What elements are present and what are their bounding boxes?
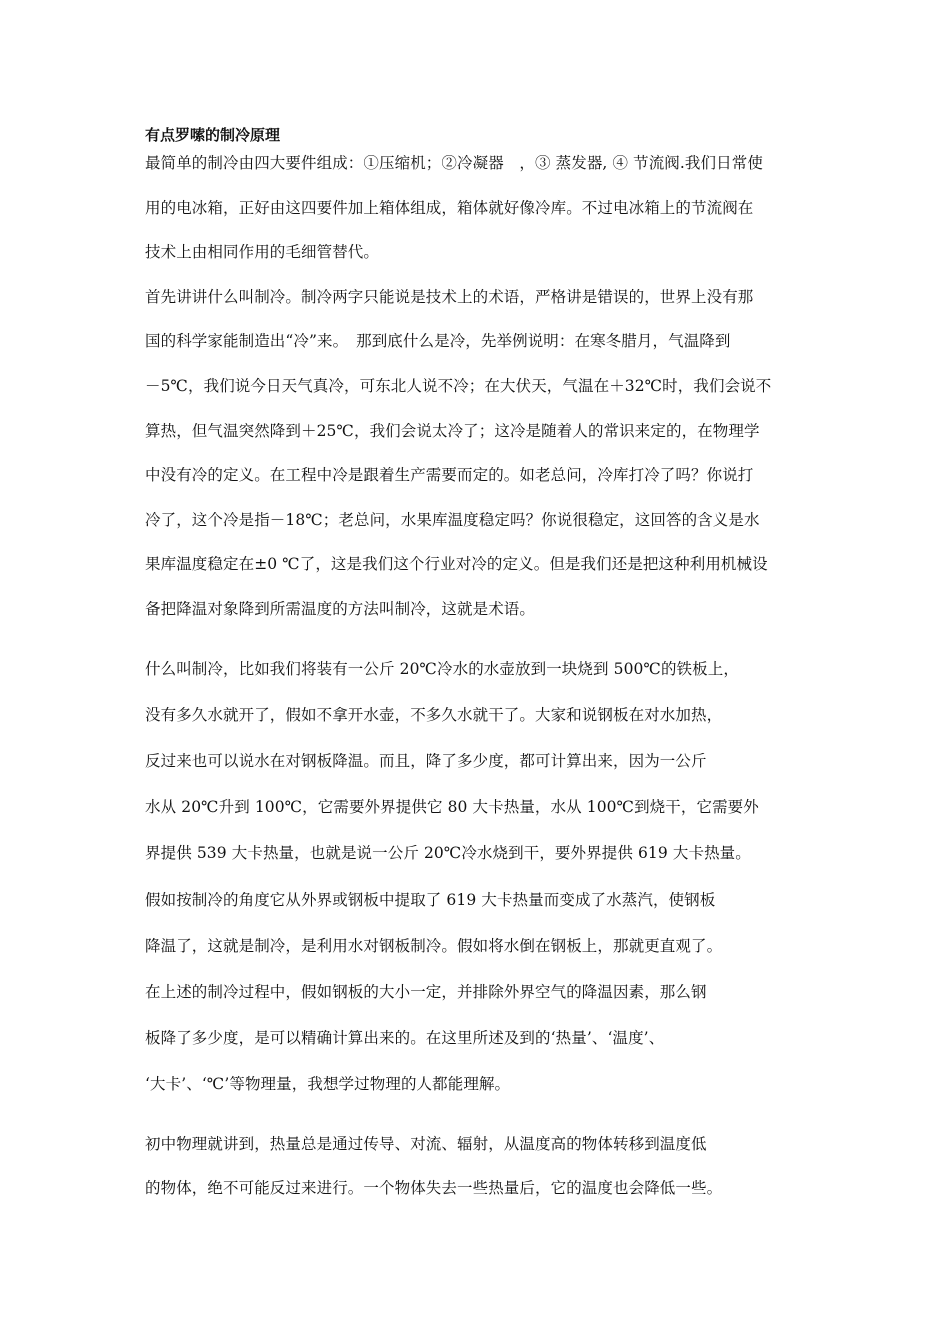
paragraph-components xyxy=(145,141,810,275)
text-line: 初中物理就讲到，热量总是通过传导、对流、辐射，从温度高的物体转移到温度低 xyxy=(145,1134,707,1153)
text-line: 备把降温对象降到所需温度的方法叫制冷，这就是术语。 xyxy=(145,599,536,618)
text-line: 中没有冷的定义。在工程中冷是跟着生产需要而定的。如老总问，冷库打冷了吗？你说打 xyxy=(145,466,754,485)
text-line: 算热，但气温突然降到＋25℃，我们会说太冷了；这冷是随着人的常识来定的，在物理学 xyxy=(145,421,760,440)
text-line: 最简单的制冷由四大要件组成：①压缩机；②冷凝器 ，③ 蒸发器, ④ 节流阀.我们日常使 xyxy=(145,154,763,172)
text-line: 板降了多少度，是可以精确计算出来的。在这里所述及到的‘热量’、‘温度’、 xyxy=(145,1029,665,1048)
document-body xyxy=(145,121,810,1211)
text-line: 没有多久水就开了，假如不拿开水壶，不多久水就干了。大家和说钢板在对水加热， xyxy=(145,705,723,724)
text-line: 技术上由相同作用的毛细管替代。 xyxy=(145,243,380,262)
text-line: 国的科学家能制造出“冷”来。 那到底什么是冷，先举例说明：在寒冬腊月，气温降到 xyxy=(145,332,731,351)
text-line: 水从 20℃升到 100℃，它需要外界提供它 80 大卡热量，水从 100℃到烧干，它需要外 xyxy=(145,798,759,817)
text-line: 假如按制冷的角度它从外界或钢板中提取了 619 大卡热量而变成了水蒸汽，使钢板 xyxy=(145,890,716,909)
paragraph-definition-of-cold xyxy=(145,275,810,632)
text-line: 界提供 539 大卡热量，也就是说一公斤 20℃冷水烧到干，要外界提供 619 大卡热量。 xyxy=(145,844,751,863)
text-line: 在上述的制冷过程中，假如钢板的大小一定，并排除外界空气的降温因素，那么钢 xyxy=(145,982,707,1001)
text-line: 降温了，这就是制冷，是利用水对钢板制冷。假如将水倒在钢板上，那就更直观了。 xyxy=(145,936,723,955)
text-line: 用的电冰箱，正好由这四要件加上箱体组成，箱体就好像冷库。不过电冰箱上的节流阀在 xyxy=(145,198,754,217)
text-line: 什么叫制冷，比如我们将装有一公斤 20℃冷水的水壶放到一块烧到 500℃的铁板上， xyxy=(145,659,739,678)
paragraph-heat-transfer xyxy=(145,1122,810,1211)
text-line: －5℃，我们说今日天气真冷，可东北人说不冷；在大伏天，气温在＋32℃时，我们会说不 xyxy=(145,376,772,395)
text-line: 反过来也可以说水在对钢板降温。而且，降了多少度，都可计算出来，因为一公斤 xyxy=(145,751,707,770)
text-line: 首先讲讲什么叫制冷。制冷两字只能说是技术上的术语，严格讲是错误的，世界上没有那 xyxy=(145,287,754,306)
text-line: 冷了，这个冷是指－18℃；老总问，水果库温度稳定吗？你说很稳定，这回答的含义是水 xyxy=(145,510,760,529)
paragraph-water-example xyxy=(145,646,810,1108)
text-line: 的物体，绝不可能反过来进行。一个物体失去一些热量后，它的温度也会降低一些。 xyxy=(145,1179,723,1198)
text-line: ‘大卡’、‘℃’等物理量，我想学过物理的人都能理解。 xyxy=(145,1075,511,1094)
text-line: 果库温度稳定在±0 ℃了，这是我们这个行业对冷的定义。但是我们还是把这种利用机械设 xyxy=(145,555,768,574)
document-title: 有点罗嗦的制冷原理 xyxy=(145,126,281,144)
